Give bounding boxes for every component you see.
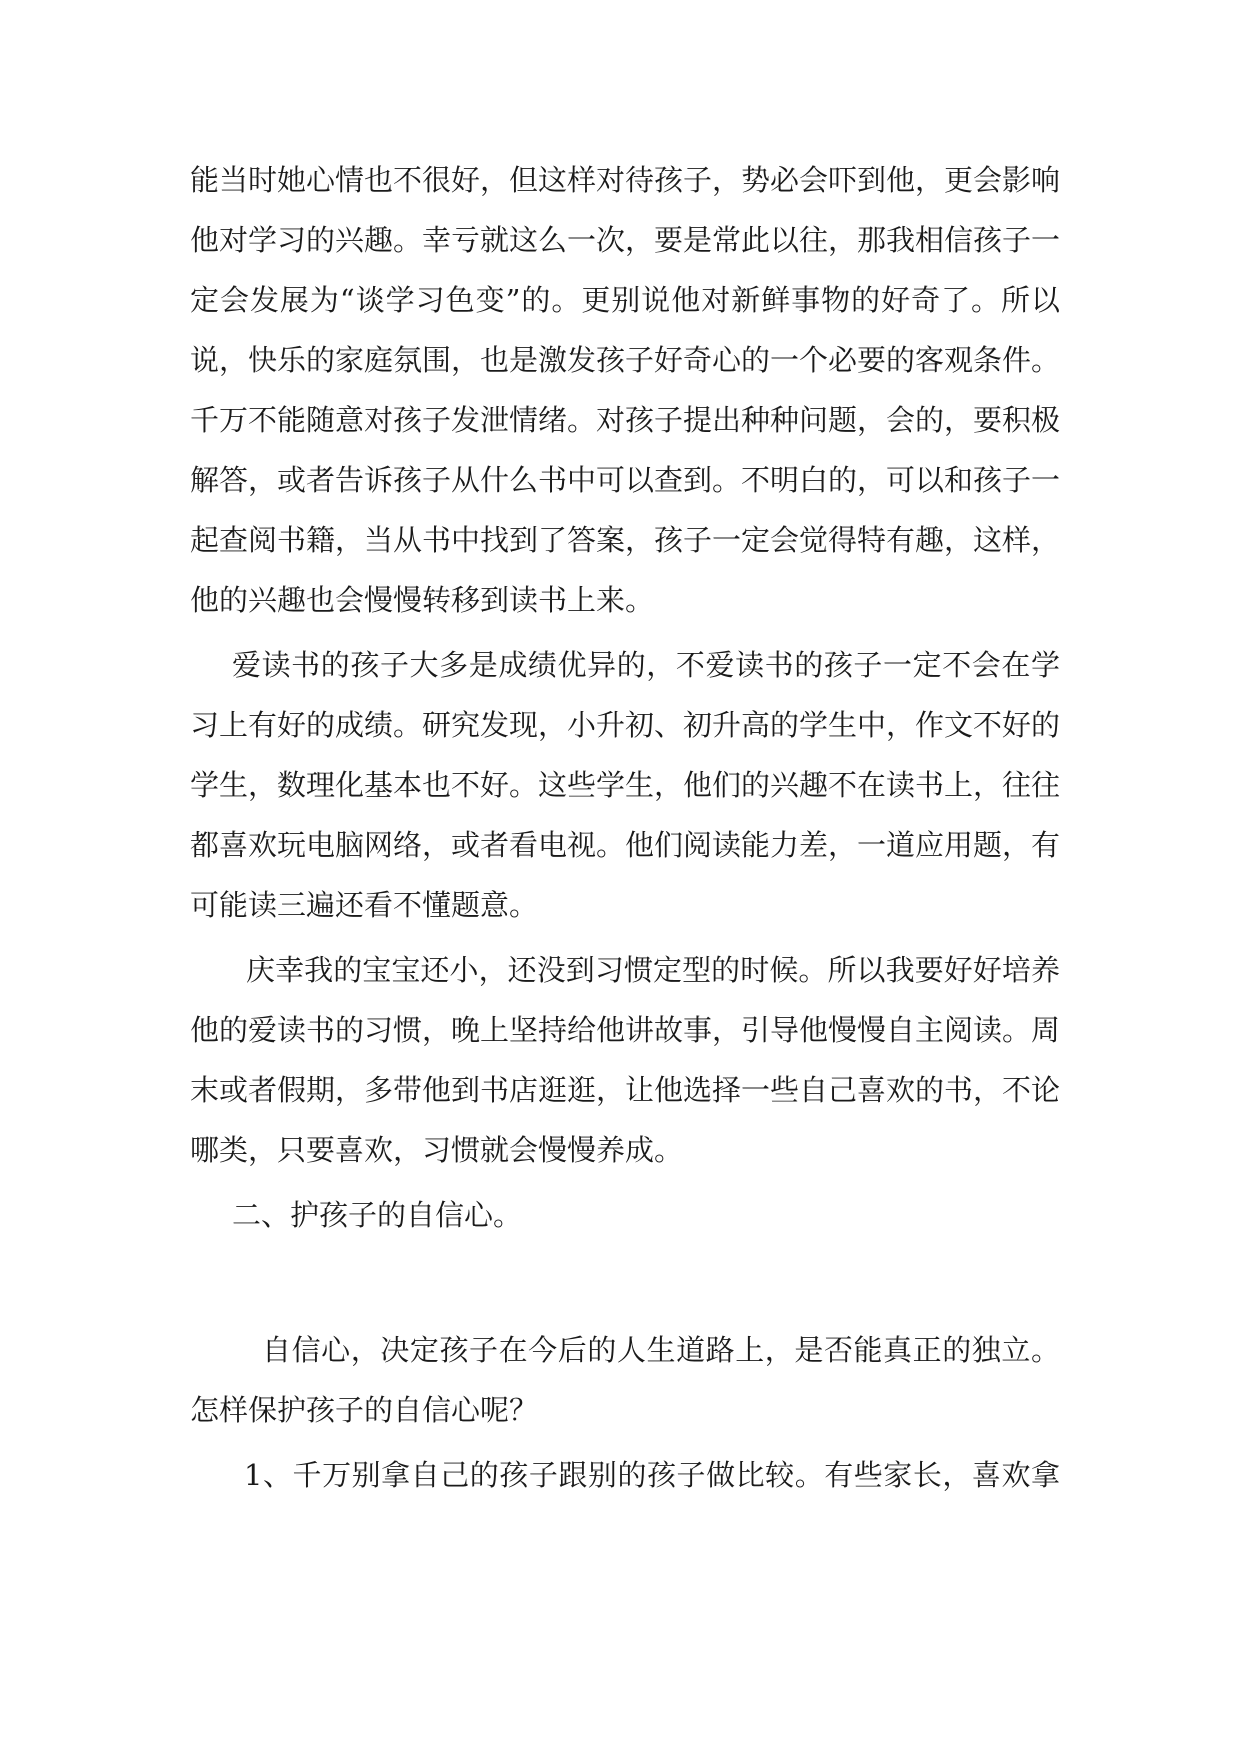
paragraph-2-line-4: 都喜欢玩电脑网络，或者看电视。他们阅读能力差，一道应用题，有 <box>190 828 1061 862</box>
paragraph-1-line-6: 解答，或者告诉孩子从什么书中可以查到。不明白的，可以和孩子一 <box>190 463 1061 497</box>
paragraph-3-line-3: 末或者假期，多带他到书店逛逛，让他选择一些自己喜欢的书，不论 <box>190 1073 1061 1107</box>
paragraph-1-line-1: 能当时她心情也不很好，但这样对待孩子，势必会吓到他，更会影响 <box>190 163 1061 197</box>
paragraph-3-line-4: 哪类，只要喜欢，习惯就会慢慢养成。 <box>190 1133 684 1167</box>
paragraph-4-line-2: 怎样保护孩子的自信心呢？ <box>190 1393 539 1427</box>
paragraph-2-line-5: 可能读三遍还看不懂题意。 <box>190 888 539 922</box>
paragraph-1-line-2: 他对学习的兴趣。幸亏就这么一次，要是常此以往，那我相信孩子一 <box>190 223 1061 257</box>
paragraph-1-line-4: 说，快乐的家庭氛围，也是激发孩子好奇心的一个必要的客观条件。 <box>190 343 1061 377</box>
paragraph-1-line-8: 他的兴趣也会慢慢转移到读书上来。 <box>190 583 655 617</box>
section-heading: 二、护孩子的自信心。 <box>232 1198 523 1232</box>
paragraph-1-line-7: 起查阅书籍，当从书中找到了答案，孩子一定会觉得特有趣，这样， <box>190 523 1061 557</box>
paragraph-2-line-2: 习上有好的成绩。研究发现，小升初、初升高的学生中，作文不好的 <box>190 708 1061 742</box>
paragraph-3-line-1: 庆幸我的宝宝还小，还没到习惯定型的时候。所以我要好好培养 <box>246 953 1060 987</box>
paragraph-5-line-1: 1、千万别拿自己的孩子跟别的孩子做比较。有些家长，喜欢拿 <box>244 1458 1060 1492</box>
paragraph-1-line-5: 千万不能随意对孩子发泄情绪。对孩子提出种种问题，会的，要积极 <box>190 403 1061 437</box>
paragraph-1-line-3: 定会发展为“谈学习色变”的。更别说他对新鲜事物的好奇了。所以 <box>190 283 1060 317</box>
paragraph-2-line-1: 爱读书的孩子大多是成绩优异的，不爱读书的孩子一定不会在学 <box>232 648 1060 682</box>
paragraph-3-line-2: 他的爱读书的习惯，晚上坚持给他讲故事，引导他慢慢自主阅读。周 <box>190 1013 1061 1047</box>
paragraph-2-line-3: 学生，数理化基本也不好。这些学生，他们的兴趣不在读书上，往往 <box>190 768 1061 802</box>
paragraph-4-line-1: 自信心，决定孩子在今后的人生道路上，是否能真正的独立。 <box>262 1333 1060 1367</box>
